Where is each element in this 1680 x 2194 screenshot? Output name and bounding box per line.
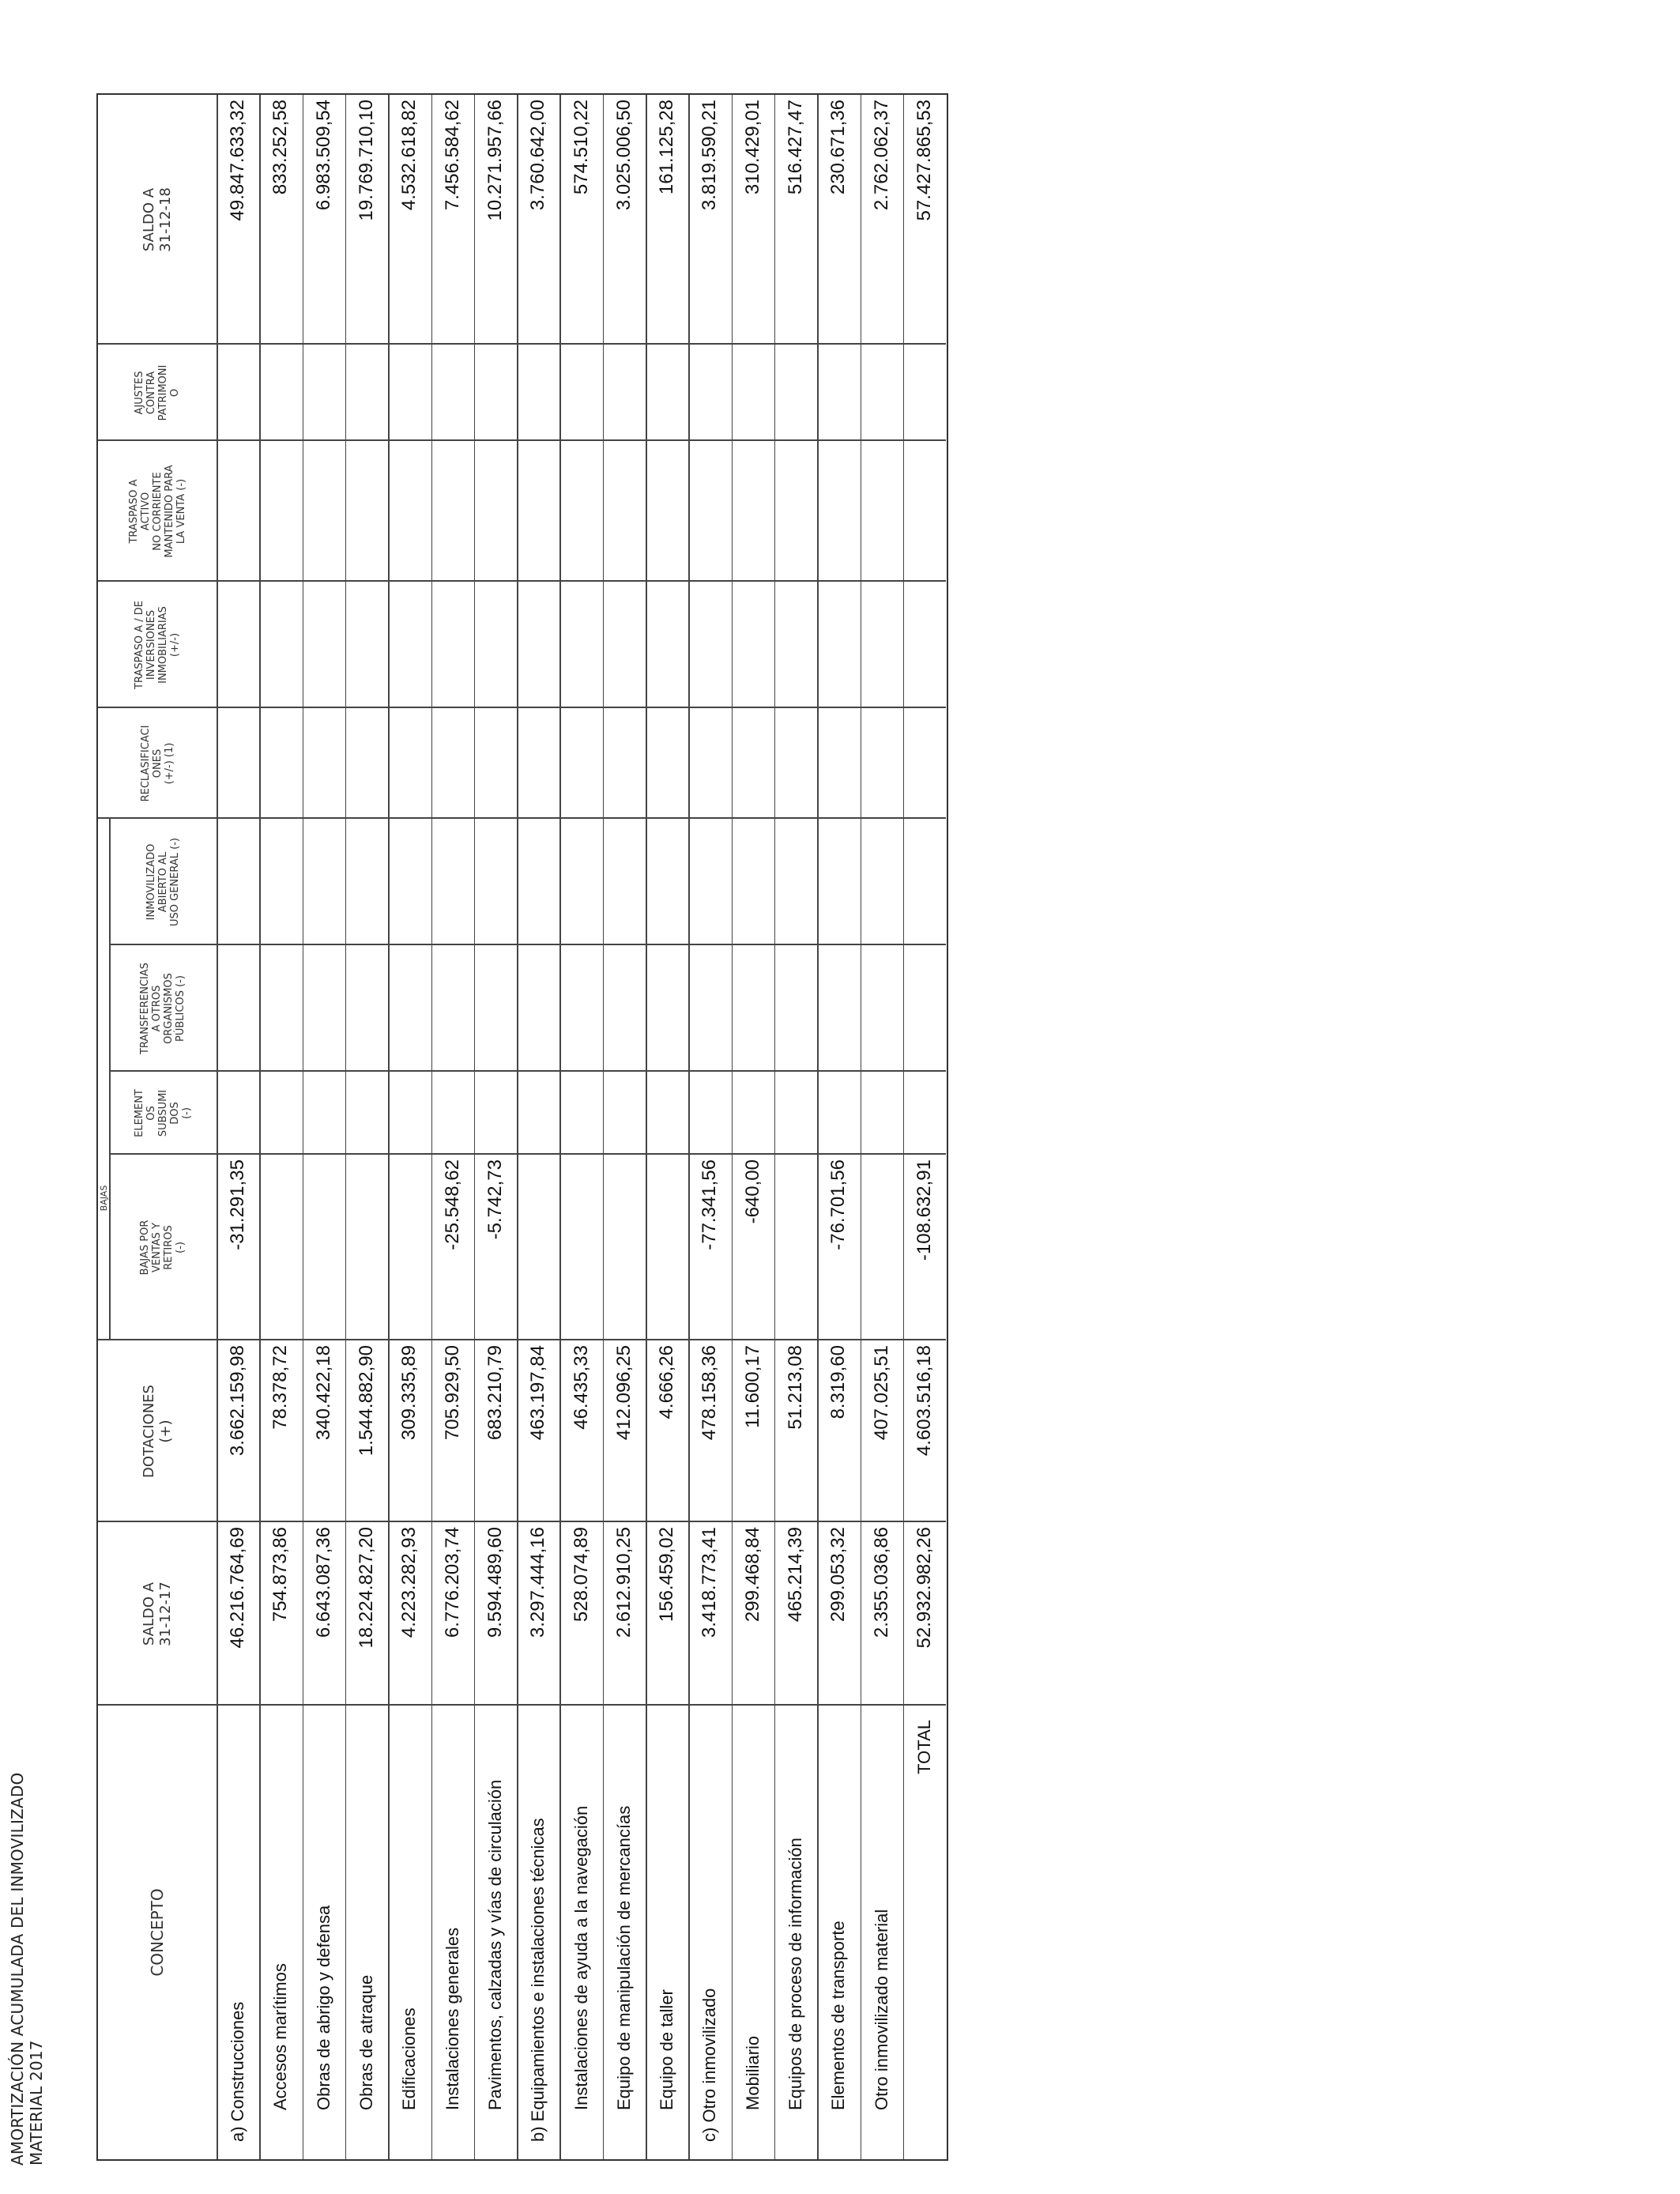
cell-concepto: Accesos marítimos [270, 1963, 291, 2110]
cell-dotaciones: 340.422,18 [312, 1345, 334, 1441]
cell-saldo-inicial: 528.074,89 [570, 1527, 592, 1623]
table-row [259, 95, 302, 2159]
row-divider [732, 95, 733, 2159]
cell-bajas-ventas: -5.742,73 [484, 1159, 506, 1240]
header-saldo-inicial: SALDO A 31-12-17 [141, 1581, 174, 1646]
document-title: AMORTIZACIÓN ACUMULADA DEL INMOVILIZADO MATERIAL 2017 [8, 1772, 46, 2166]
table-row [517, 95, 559, 2159]
cell-concepto: Elementos de transporte [828, 1921, 849, 2110]
cell-saldo-inicial: 299.053,32 [827, 1527, 849, 1623]
column-divider [109, 944, 946, 946]
cell-bajas-ventas: -31.291,35 [227, 1159, 249, 1250]
cell-dotaciones: 11.600,17 [741, 1345, 763, 1428]
cell-dotaciones: 407.025,51 [870, 1345, 892, 1441]
cell-saldo-final: 574.510,22 [570, 100, 592, 195]
cell-concepto: Obras de abrigo y defensa [313, 1905, 333, 2110]
header-elementos-subsumidos: ELEMENT OS SUBSUMI DOS (-) [133, 1089, 193, 1137]
table-row [345, 95, 388, 2159]
cell-saldo-final: 19.769.710,10 [356, 100, 378, 221]
cell-bajas-ventas [774, 1155, 817, 1340]
header-saldo-final: SALDO A 31-12-18 [141, 187, 174, 252]
cell-saldo-inicial: 6.776.203,74 [441, 1527, 463, 1638]
cell-saldo-final: 49.847.633,32 [227, 100, 249, 221]
row-divider [646, 95, 647, 2159]
row-divider [303, 95, 304, 2159]
cell-saldo-final: 3.760.642,00 [527, 100, 549, 211]
total-row [903, 95, 946, 2159]
cell-saldo-final: 3.819.590,21 [699, 100, 721, 211]
table-row [774, 95, 817, 2159]
cell-saldo-final: 57.427.865,53 [913, 100, 935, 221]
cell-saldo-final: 310.429,01 [741, 100, 763, 195]
header-bajas-ventas: BAJAS POR VENTAS Y RETIROS (-) [139, 1220, 186, 1276]
cell-saldo-inicial: 18.224.827,20 [356, 1527, 378, 1649]
cell-bajas-ventas [861, 1155, 903, 1340]
row-divider [388, 95, 390, 2159]
amortization-table [96, 93, 948, 2161]
cell-dotaciones: 309.335,89 [398, 1345, 420, 1441]
column-divider [98, 818, 946, 820]
cell-dotaciones: 3.662.159,98 [227, 1345, 249, 1457]
header-reclasificaciones: RECLASIFICACI ONES (+/-) (1) [139, 725, 175, 802]
cell-concepto: Obras de atraque [356, 1974, 377, 2110]
cell-dotaciones: 478.158,36 [699, 1345, 721, 1441]
cell-concepto: Equipo de taller [657, 1989, 677, 2110]
table-row [303, 95, 345, 2159]
cell-concepto: TOTAL [913, 1720, 934, 1774]
cell-concepto: Equipos de proceso de información [785, 1838, 806, 2110]
cell-saldo-final: 230.671,36 [827, 100, 849, 195]
cell-saldo-inicial: 156.459,02 [656, 1527, 678, 1623]
cell-saldo-final: 10.271.957,66 [484, 100, 506, 221]
row-divider [345, 95, 347, 2159]
cell-dotaciones: 705.929,50 [441, 1345, 463, 1441]
column-divider [109, 1071, 946, 1072]
column-divider [98, 440, 946, 442]
cell-dotaciones: 78.378,72 [269, 1345, 292, 1430]
cell-saldo-inicial: 4.223.282,93 [398, 1527, 420, 1638]
cell-bajas-ventas: -25.548,62 [441, 1159, 463, 1250]
column-divider [98, 707, 946, 709]
row-divider [259, 95, 261, 2159]
header-transferencias: TRANSFERENCIAS A OTROS ORGANISMOS PÚBLICOS (-) [139, 962, 186, 1055]
cell-saldo-final: 161.125,28 [656, 100, 678, 195]
row-divider [603, 95, 605, 2159]
table-row [688, 95, 731, 2159]
cell-bajas-ventas [259, 1155, 302, 1340]
row-divider [217, 95, 218, 2159]
cell-concepto: Instalaciones generales [442, 1927, 462, 2110]
cell-dotaciones: 51.213,08 [785, 1345, 807, 1430]
cell-saldo-final: 833.252,58 [269, 100, 292, 195]
cell-bajas-ventas [646, 1155, 688, 1340]
row-divider [817, 95, 819, 2159]
header-uso-general: INMOVILIZADO ABIERTO AL USO GENERAL (-) [145, 838, 181, 926]
cell-concepto: a) Construcciones [228, 2001, 248, 2142]
cell-bajas-ventas [345, 1155, 388, 1340]
cell-dotaciones: 4.666,26 [656, 1345, 678, 1419]
table-row [603, 95, 646, 2159]
cell-bajas-ventas [303, 1155, 345, 1340]
cell-saldo-inicial: 2.612.910,25 [612, 1527, 635, 1638]
cell-bajas-ventas [388, 1155, 431, 1340]
cell-saldo-inicial: 299.468,84 [741, 1527, 763, 1623]
cell-dotaciones: 412.096,25 [612, 1345, 635, 1441]
column-divider [98, 1705, 946, 1706]
cell-saldo-final: 3.025.006,50 [612, 100, 635, 211]
table-row [817, 95, 860, 2159]
row-divider [517, 95, 518, 2159]
cell-bajas-ventas: -76.701,56 [827, 1159, 849, 1250]
cell-concepto: Edificaciones [399, 2007, 420, 2110]
cell-saldo-final: 7.456.584,62 [441, 100, 463, 211]
cell-concepto: c) Otro inmovilizado [699, 1988, 720, 2142]
table-row [559, 95, 602, 2159]
cell-concepto: b) Equipamientos e instalaciones técnicas [528, 1818, 548, 2142]
cell-saldo-final: 516.427,47 [785, 100, 807, 195]
row-divider [559, 95, 561, 2159]
row-divider [431, 95, 433, 2159]
cell-bajas-ventas: -640,00 [741, 1159, 763, 1224]
cell-dotaciones: 1.544.882,90 [356, 1345, 378, 1457]
cell-saldo-final: 4.532.618,82 [398, 100, 420, 211]
cell-dotaciones: 683.210,79 [484, 1345, 506, 1441]
cell-saldo-inicial: 465.214,39 [785, 1527, 807, 1623]
cell-concepto: Equipo de manipulación de mercancías [613, 1805, 634, 2110]
bajas-group-divider [109, 819, 111, 1340]
header-concepto: CONCEPTO [147, 1888, 167, 1977]
cell-saldo-inicial: 3.297.444,16 [527, 1527, 549, 1638]
cell-saldo-inicial: 46.216.764,69 [227, 1527, 249, 1649]
row-divider [774, 95, 776, 2159]
row-divider [474, 95, 476, 2159]
table-row [474, 95, 517, 2159]
table-row [217, 95, 259, 2159]
cell-bajas-ventas: -108.632,91 [913, 1159, 935, 1261]
header-traspaso-activo: TRASPASO A ACTIVO NO CORRIENTE MANTENIDO PARA LA VENTA (-) [127, 465, 187, 558]
table-row [732, 95, 774, 2159]
cell-saldo-inicial: 2.355.036,86 [870, 1527, 892, 1638]
cell-saldo-final: 6.983.509,54 [312, 100, 334, 211]
cell-dotaciones: 463.197,84 [527, 1345, 549, 1441]
cell-concepto: Otro inmovilizado material [871, 1909, 891, 2110]
cell-bajas-ventas [517, 1155, 559, 1340]
cell-bajas-ventas [603, 1155, 646, 1340]
column-divider [98, 1340, 946, 1341]
cell-dotaciones: 4.603.516,18 [913, 1345, 935, 1457]
cell-dotaciones: 46.435,33 [570, 1345, 592, 1430]
cell-saldo-inicial: 9.594.489,60 [484, 1527, 506, 1638]
column-divider [98, 581, 946, 582]
cell-saldo-inicial: 754.873,86 [269, 1527, 292, 1623]
cell-dotaciones: 8.319,60 [827, 1345, 849, 1419]
cell-concepto: Mobiliario [742, 2035, 763, 2110]
cell-saldo-final: 2.762.062,37 [870, 100, 892, 211]
table-row [861, 95, 903, 2159]
header-bajas-group: BAJAS [98, 1185, 109, 1212]
column-divider [98, 344, 946, 345]
row-divider [688, 95, 690, 2159]
table-row [388, 95, 431, 2159]
cell-concepto: Pavimentos, calzadas y vías de circulación [484, 1779, 505, 2110]
header-ajustes: AJUSTES CONTRA PATRIMONI O [134, 364, 181, 421]
row-divider [903, 95, 905, 2159]
cell-saldo-inicial: 3.418.773,41 [699, 1527, 721, 1638]
column-divider [98, 1521, 946, 1523]
table-row [431, 95, 474, 2159]
column-divider [109, 1154, 946, 1155]
cell-saldo-inicial: 6.643.087,36 [312, 1527, 334, 1638]
table-row [646, 95, 688, 2159]
row-divider [861, 95, 862, 2159]
cell-bajas-ventas: -77.341,56 [699, 1159, 721, 1250]
cell-bajas-ventas [559, 1155, 602, 1340]
cell-concepto: Instalaciones de ayuda a la navegación [571, 1805, 591, 2110]
cell-saldo-inicial: 52.932.982,26 [913, 1527, 935, 1649]
header-traspaso-inversiones: TRASPASO A / DE INVERSIONES INMOBILIARIAS (+/-) [134, 601, 181, 689]
header-dotaciones: DOTACIONES (+) [141, 1385, 174, 1478]
